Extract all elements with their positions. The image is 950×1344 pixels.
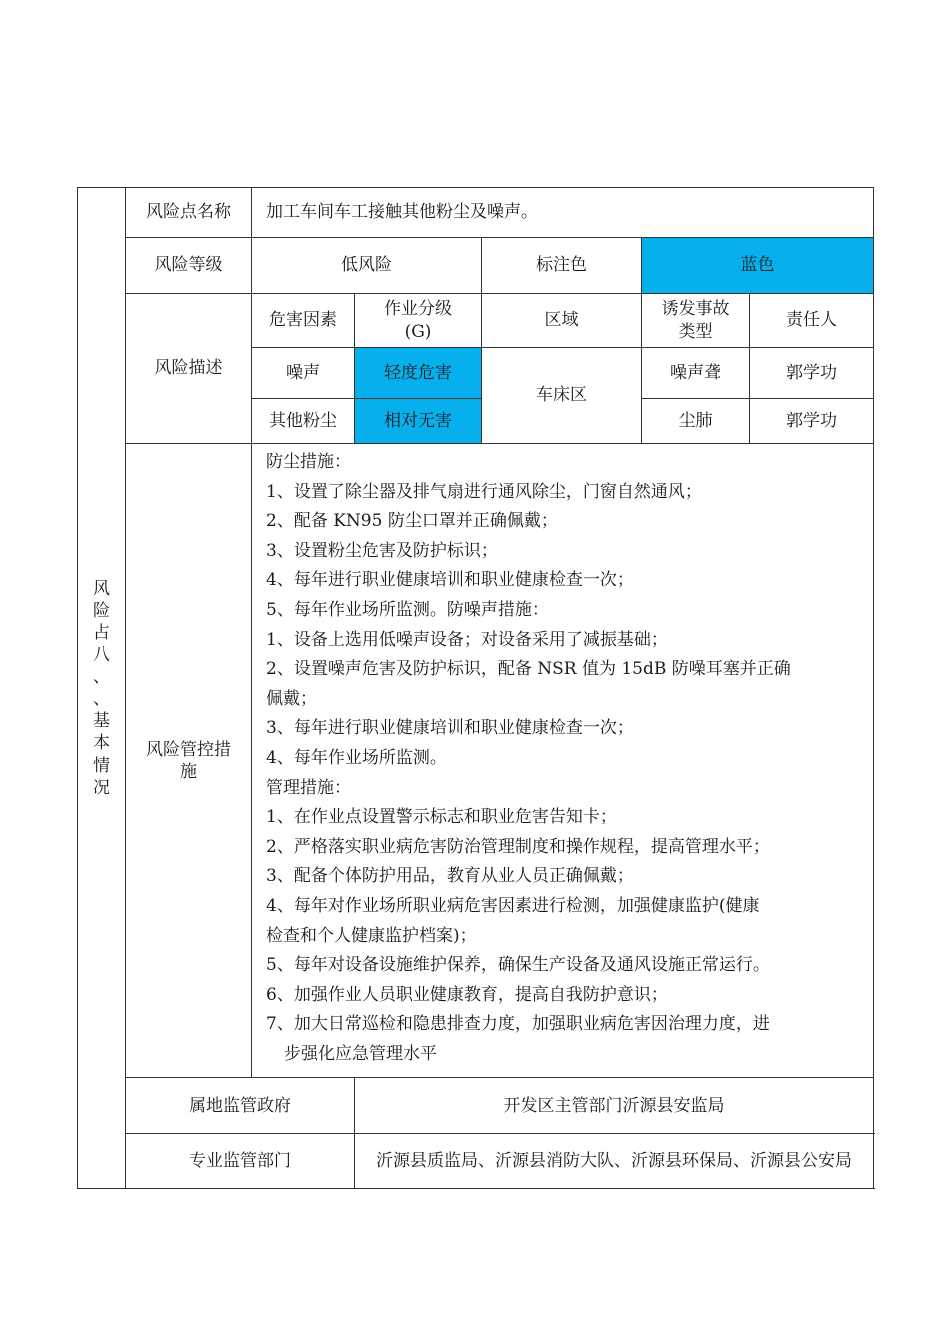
measure-line: 4、每年对作业场所职业病危害因素进行检测，加强健康监护(健康 bbox=[266, 895, 760, 916]
dept-label: 专业监管部门 bbox=[126, 1134, 355, 1189]
dept-value: 沂源县质监局、沂源县消防大队、沂源县环保局、沂源县公安局 bbox=[355, 1134, 874, 1189]
accident-type-cell: 噪声聋 bbox=[642, 348, 750, 399]
accident-type-cell: 尘肺 bbox=[642, 399, 750, 444]
measure-line: 5、每年对设备设施维护保养，确保生产设备及通风设施正常运行。 bbox=[266, 955, 770, 976]
dept-row bbox=[78, 1134, 874, 1189]
measure-line: 7、加大日常巡检和隐患排查力度，加强职业病危害因治理力度，进 bbox=[266, 1014, 770, 1035]
header-area: 区域 bbox=[482, 294, 642, 348]
mark-color-value: 蓝色 bbox=[642, 238, 874, 294]
header-work-grade: 作业分级 (G) bbox=[355, 294, 482, 348]
risk-name-row bbox=[78, 188, 874, 238]
measure-line: 检查和个人健康监护档案)； bbox=[266, 925, 477, 946]
risk-name-label: 风险点名称 bbox=[126, 188, 252, 238]
risk-level-value: 低风险 bbox=[252, 238, 482, 294]
gov-row bbox=[78, 1078, 874, 1134]
measure-line: 佩戴； bbox=[266, 688, 317, 709]
mark-color-label: 标注色 bbox=[482, 238, 642, 294]
responsible-person-cell: 郭学功 bbox=[750, 348, 874, 399]
measure-line: 防尘措施： bbox=[266, 452, 351, 472]
header-accident-type: 诱发事故 类型 bbox=[642, 294, 750, 348]
measure-line: 4、每年作业场所监测。 bbox=[266, 747, 447, 768]
header-responsible-person: 责任人 bbox=[750, 294, 874, 348]
measure-line: 管理措施： bbox=[266, 777, 351, 798]
measures-label: 风险管控措 施 bbox=[126, 444, 252, 1078]
hazard-factor-cell: 噪声 bbox=[252, 348, 355, 399]
measure-line: 6、加强作业人员职业健康教育，提高自我防护意识； bbox=[266, 984, 668, 1005]
measures-content bbox=[252, 444, 874, 1078]
risk-level-label: 风险等级 bbox=[126, 238, 252, 294]
risk-description-label: 风险描述 bbox=[126, 294, 252, 444]
description-header-row bbox=[78, 294, 874, 348]
measure-line: 1、设备上选用低噪声设备；对设备采用了减振基础； bbox=[266, 629, 668, 650]
gov-value: 开发区主管部门沂源县安监局 bbox=[355, 1078, 874, 1134]
measure-line: 步强化应急管理水平 bbox=[284, 1043, 437, 1064]
measure-line: 5、每年作业场所监测。防噪声措施： bbox=[266, 599, 549, 620]
measure-line: 2、严格落实职业病危害防治管理制度和操作规程，提高管理水平； bbox=[266, 836, 770, 857]
area-cell: 车床区 bbox=[482, 348, 642, 444]
measure-line: 2、配备 KN95 防尘口罩并正确佩戴； bbox=[266, 511, 558, 532]
header-hazard-factor: 危害因素 bbox=[252, 294, 355, 348]
measure-line: 3、配备个体防护用品，教育从业人员正确佩戴； bbox=[266, 866, 634, 887]
measure-line: 3、设置粉尘危害及防护标识； bbox=[266, 540, 498, 561]
risk-level-row bbox=[78, 238, 874, 294]
work-grade-cell: 相对无害 bbox=[355, 399, 482, 444]
measure-line: 1、设置了除尘器及排气扇进行通风除尘，门窗自然通风； bbox=[266, 481, 702, 502]
hazard-factor-cell: 其他粉尘 bbox=[252, 399, 355, 444]
measure-line: 2、设置噪声危害及防护标识，配备 NSR 值为 15dB 防噪耳塞并正确 bbox=[266, 659, 791, 680]
side-label: 风 险 占 八 、 、 基 本 情 况 bbox=[78, 188, 126, 1189]
measure-line: 3、每年进行职业健康培训和职业健康检查一次； bbox=[266, 718, 634, 739]
responsible-person-cell: 郭学功 bbox=[750, 399, 874, 444]
measure-line: 4、每年进行职业健康培训和职业健康检查一次； bbox=[266, 570, 634, 591]
measure-line: 1、在作业点设置警示标志和职业危害告知卡； bbox=[266, 807, 617, 828]
measures-row bbox=[78, 444, 874, 1078]
risk-table bbox=[77, 187, 874, 1189]
work-grade-cell: 轻度危害 bbox=[355, 348, 482, 399]
gov-label: 属地监管政府 bbox=[126, 1078, 355, 1134]
risk-name-value: 加工车间车工接触其他粉尘及噪声。 bbox=[252, 188, 874, 238]
